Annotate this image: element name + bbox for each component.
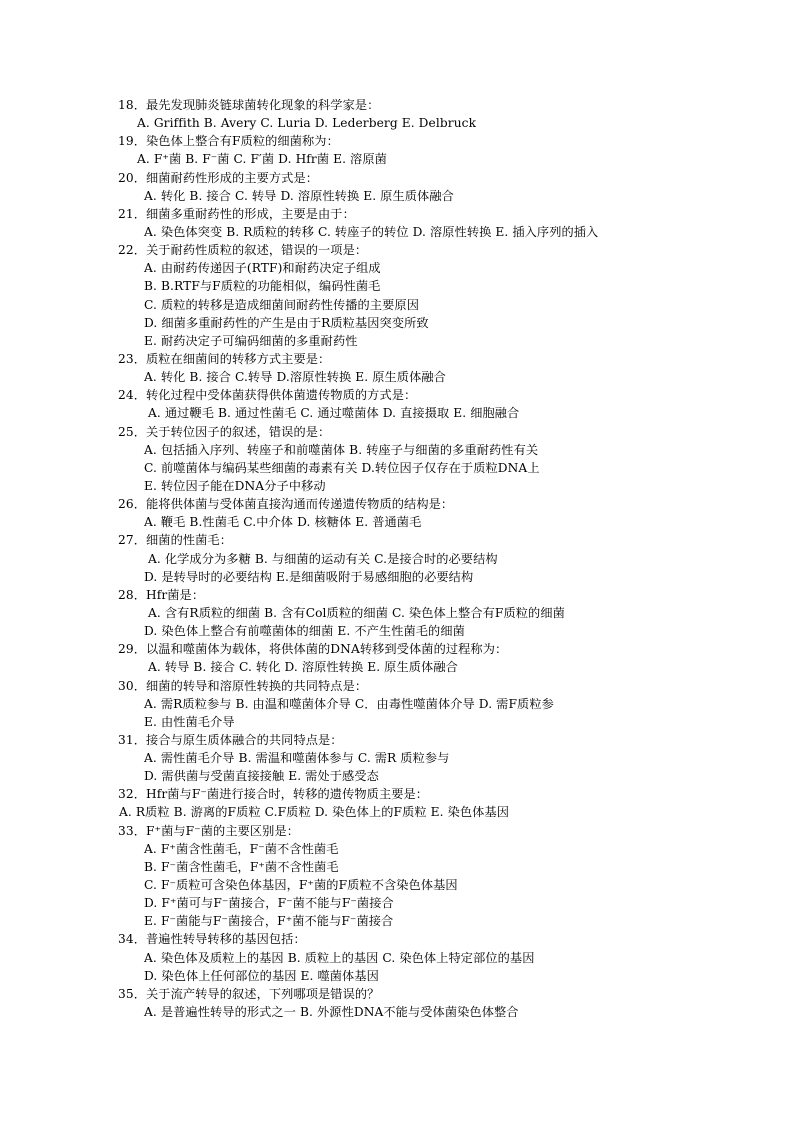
answer-options: D. 染色体上整合有前噬菌体的细菌 E. 不产生性菌毛的细菌 [144, 624, 465, 639]
answer-options: D. 细菌多重耐药性的产生是由于R质粒基因突变所致 [144, 315, 429, 330]
answer-options: C. F⁻质粒可含染色体基因，F⁺菌的F质粒不含染色体基因 [144, 878, 458, 893]
answer-options: B. B.RTF与F质粒的功能相似，编码性菌毛 [144, 279, 381, 294]
question-stem: 29．以温和噬菌体为载体，将供体菌的DNA转移到受体菌的过程称为： [118, 642, 508, 657]
answer-options: C. 前噬菌体与编码某些细菌的毒素有关 D.转位因子仅存在于质粒DNA上 [144, 460, 540, 475]
answer-options: A. 包括插入序列、转座子和前噬菌体 B. 转座子与细菌的多重耐药性有关 [144, 442, 539, 457]
question-list [0, 96, 794, 1021]
answer-options: A. 化学成分为多糖 B. 与细菌的运动有关 C.是接合时的必要结构 [148, 551, 498, 566]
answer-options: A. F⁺菌含性菌毛，F⁻菌不含性菌毛 [144, 841, 339, 856]
answer-options: A. Griffith B. Avery C. Luria D. Lederberg E. Delbruck [137, 116, 477, 131]
answer-options: A. 是普遍性转导的形式之一 B. 外源性DNA不能与受体菌染色体整合 [144, 1005, 519, 1020]
answer-options: E. 耐药决定子可编码细菌的多重耐药性 [144, 333, 358, 348]
question-stem: 34．普遍性转导转移的基因包括： [118, 932, 306, 947]
answer-options: A. 鞭毛 B.性菌毛 C.中介体 D. 核糖体 E. 普通菌毛 [144, 515, 422, 530]
answer-options: D. 染色体上任何部位的基因 E. 噬菌体基因 [144, 968, 379, 983]
answer-options: D. 需供菌与受菌直接接触 E. 需处于感受态 [144, 769, 379, 784]
answer-options: A. 通过鞭毛 B. 通过性菌毛 C. 通过噬菌体 D. 直接摄取 E. 细胞融合 [148, 406, 520, 421]
question-stem: 24．转化过程中受体菌获得供体菌遗传物质的方式是： [118, 388, 417, 403]
answer-options: E. F⁻菌能与F⁻菌接合，F⁺菌不能与F⁻菌接合 [144, 914, 394, 929]
answer-options: E. 由性菌毛介导 [144, 714, 235, 729]
answer-options: B. F⁻菌含性菌毛，F⁺菌不含性菌毛 [144, 859, 339, 874]
question-stem: 28．Hfr菌是： [118, 587, 205, 602]
answer-options: A. 含有R质粒的细菌 B. 含有Col质粒的细菌 C. 染色体上整合有F质粒的细菌 [148, 605, 565, 620]
answer-options: A. 由耐药传递因子(RTF)和耐药决定子组成 [144, 261, 381, 276]
answer-options: E. 转位因子能在DNA分子中移动 [144, 478, 326, 493]
question-stem: 30．细菌的转导和溶原性转换的共同特点是： [118, 678, 368, 693]
question-stem: 32．Hfr菌与F⁻菌进行接合时，转移的遗传物质主要是： [118, 787, 429, 802]
answer-options: A. 染色体突变 B. R质粒的转移 C. 转座子的转位 D. 溶原性转换 E. 插入序列的插入 [144, 224, 599, 239]
question-stem: 18．最先发现肺炎链球菌转化现象的科学家是： [118, 98, 380, 112]
answer-options: D. F⁺菌可与F⁻菌接合，F⁻菌不能与F⁻菌接合 [144, 896, 394, 911]
question-stem: 35．关于流产转导的叙述，下列哪项是错误的？ [118, 986, 380, 1001]
answer-options: A. 需R质粒参与 B. 由温和噬菌体介导 C．由毒性噬菌体介导 D. 需F质粒参 [144, 696, 554, 711]
question-stem: 22．关于耐药性质粒的叙述，错误的一项是： [118, 243, 368, 258]
question-stem: 23．质粒在细菌间的转移方式主要是： [118, 351, 331, 366]
question-stem: 26．能将供体菌与受体菌直接沟通而传递遗传物质的结构是： [118, 497, 454, 512]
question-stem: 21．细菌多重耐药性的形成，主要是由于： [118, 206, 355, 221]
question-stem: 19．染色体上整合有F质粒的细菌称为： [118, 134, 339, 149]
question-stem: 20．细菌耐药性形成的主要方式是： [118, 170, 319, 185]
question-stem: 31．接合与原生质体融合的共同特点是： [118, 732, 343, 747]
answer-options: A. 转化 B. 接合 C. 转导 D. 溶原性转换 E. 原生质体融合 [144, 188, 454, 203]
answer-options: D. 是转导时的必要结构 E.是细菌吸附于易感细胞的必要结构 [144, 569, 474, 584]
answer-options: A. R质粒 B. 游离的F质粒 C.F质粒 D. 染色体上的F质粒 E. 染色体基因 [119, 805, 510, 820]
answer-options: A. 染色体及质粒上的基因 B. 质粒上的基因 C. 染色体上特定部位的基因 [144, 950, 535, 965]
answer-options: A. F⁺菌 B. F⁻菌 C. F′菌 D. Hfr菌 E. 溶原菌 [137, 152, 387, 167]
question-stem: 27．细菌的性菌毛： [118, 533, 233, 548]
answer-options: A. 转导 B. 接合 C. 转化 D. 溶原性转换 E. 原生质体融合 [148, 660, 458, 675]
answer-options: A. 转化 B. 接合 C.转导 D.溶原性转换 E. 原生质体融合 [144, 370, 446, 385]
question-stem: 25．关于转位因子的叙述，错误的是： [118, 424, 331, 439]
question-stem: 33．F⁺菌与F⁻菌的主要区别是： [118, 823, 300, 838]
answer-options: A. 需性菌毛介导 B. 需温和噬菌体参与 C. 需R 质粒参与 [144, 751, 450, 766]
answer-options: C. 质粒的转移是造成细菌间耐药性传播的主要原因 [144, 297, 419, 312]
